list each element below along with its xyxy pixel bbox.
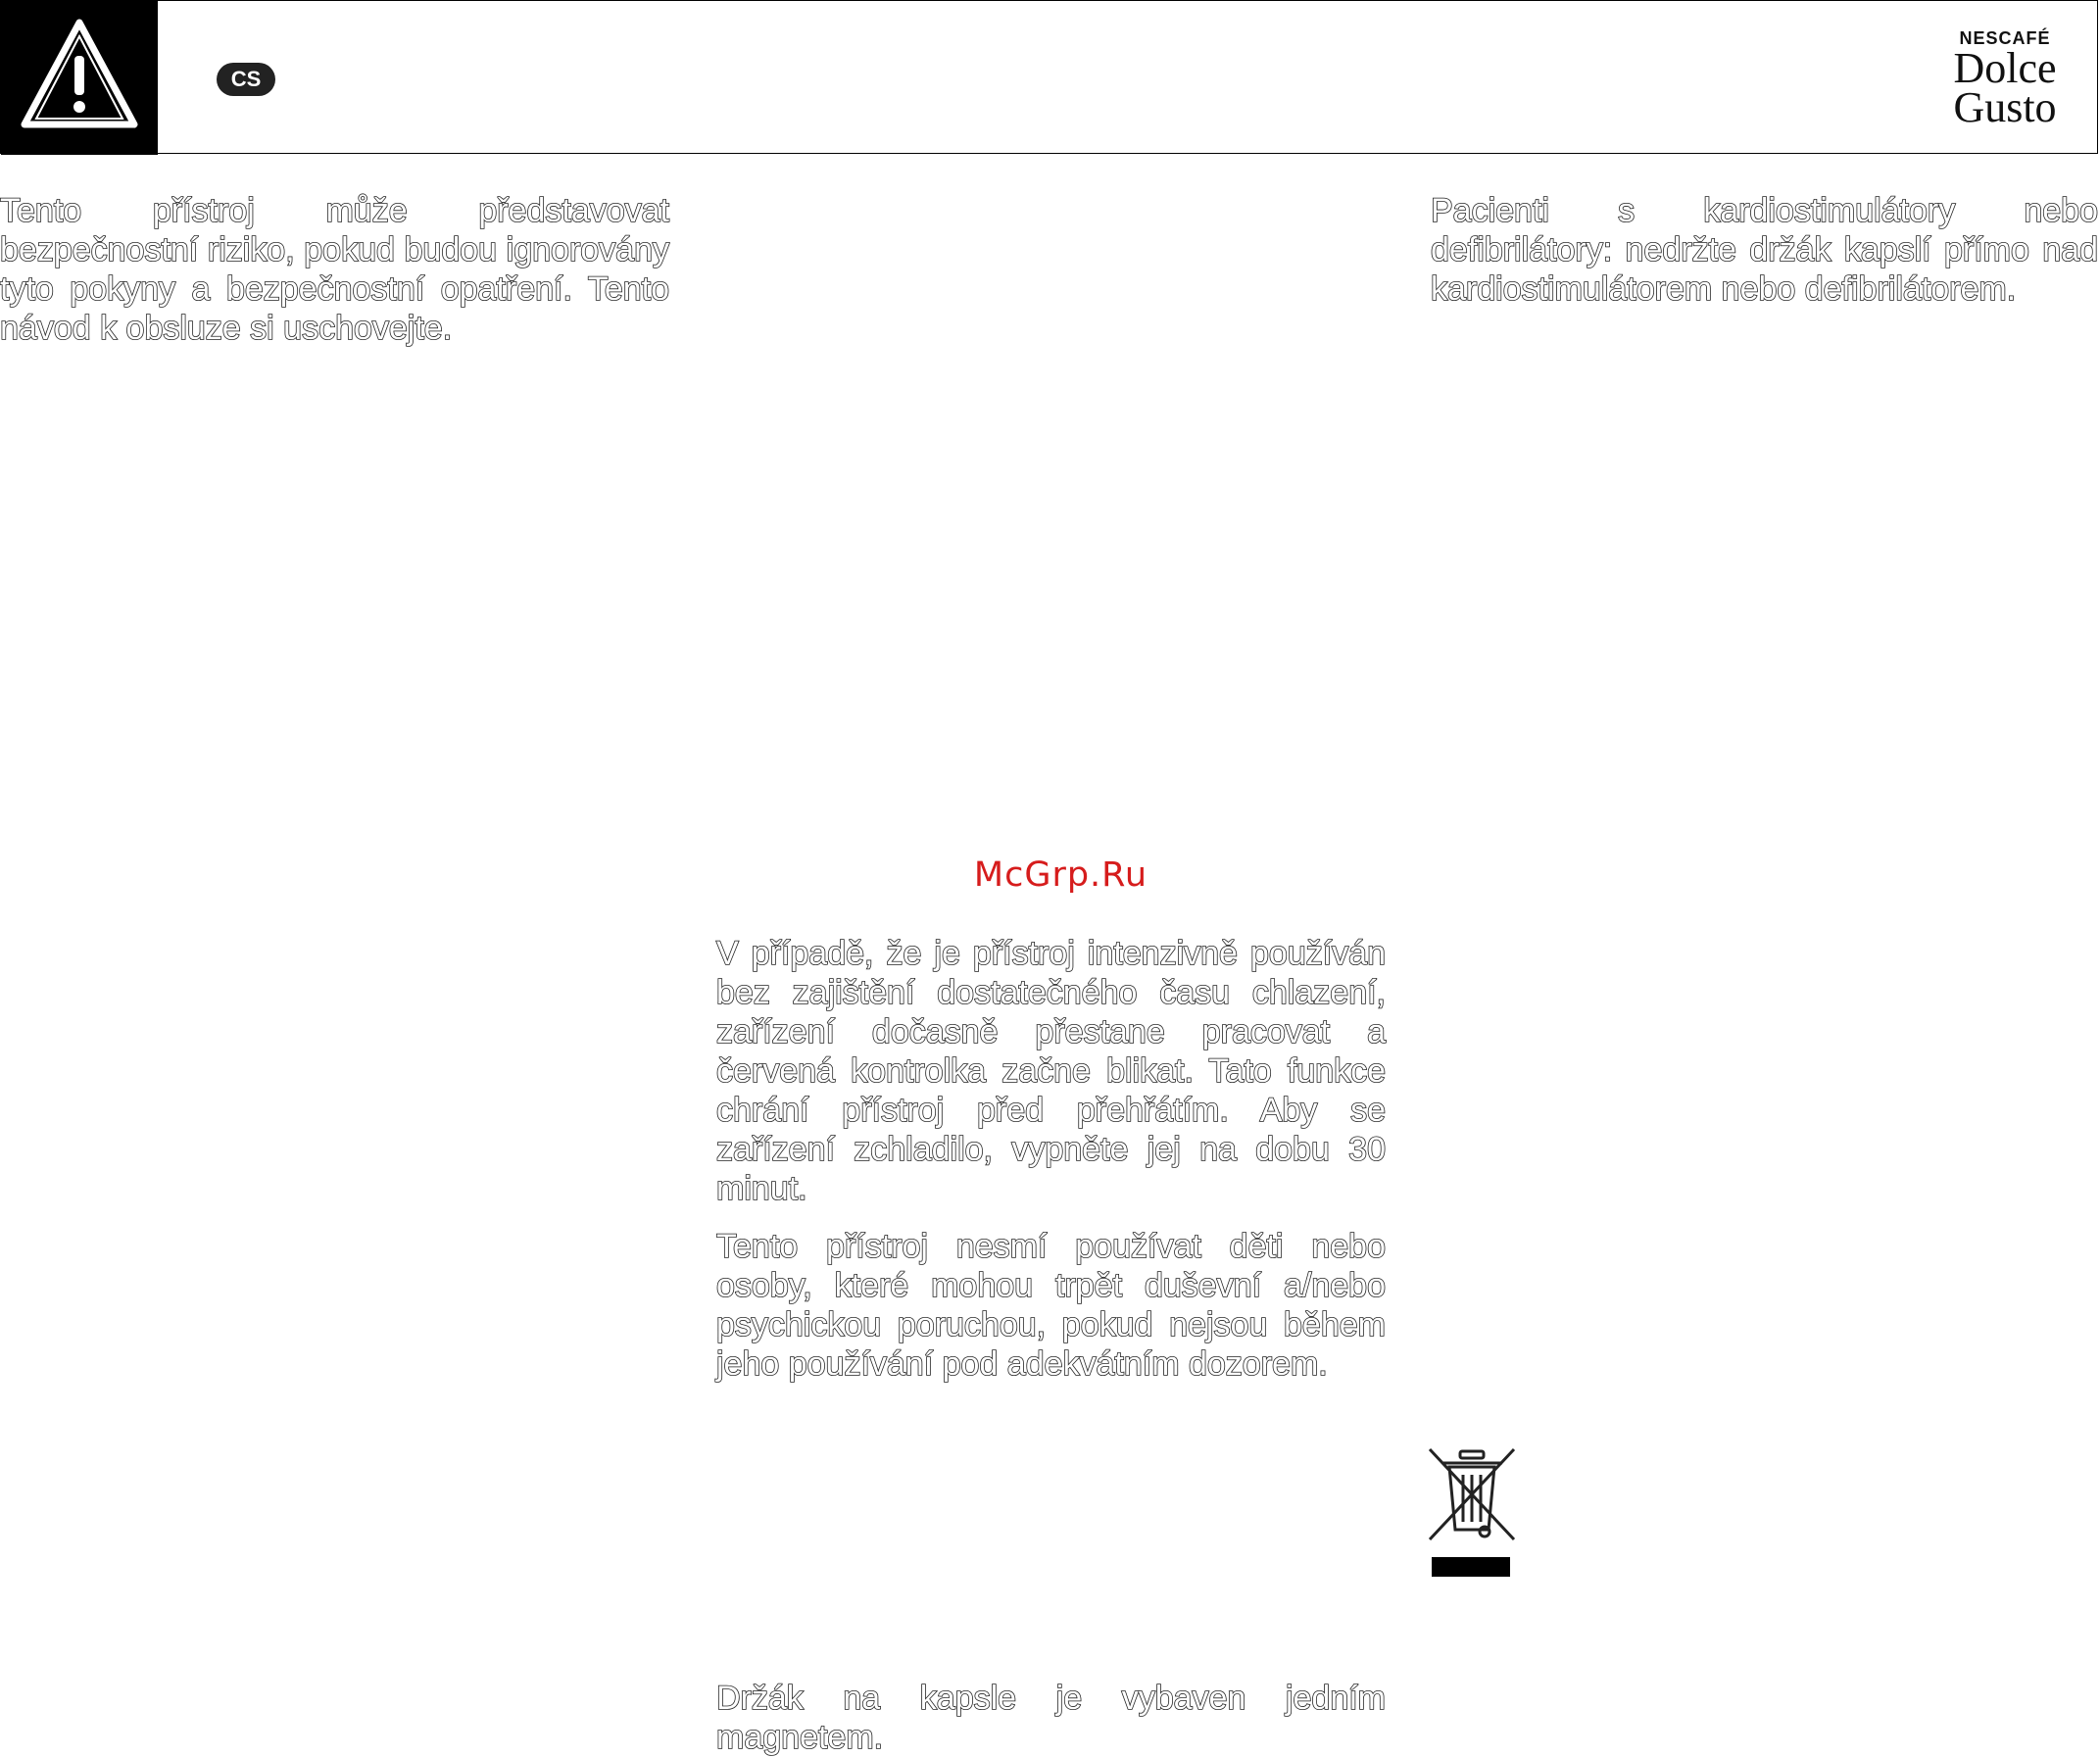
crossed-bin-icon xyxy=(1426,1445,1519,1583)
paragraph-pacemaker: Pacienti s kardiostimulátory nebo defibrilátory: nedržte držák kapslí přímo nad kardiostimulátorem nebo defibrilátorem. xyxy=(1431,192,2098,308)
paragraph-intro: Tento přístroj může představovat bezpečnostní riziko, pokud budou ignorovány tyto pokyny a bezpečnostní opatření. Tento návod k obsluze si uschovejte. xyxy=(0,192,669,347)
paragraph-children: Tento přístroj nesmí používat děti nebo osoby, které mohou trpět duševní a/nebo psychickou poruchou, pokud nejsou během jeho používání pod adekvátním dozorem. xyxy=(716,1228,1386,1383)
logo-line-gusto: Gusto xyxy=(1953,83,2057,131)
logo-line-dolce: Dolce xyxy=(1953,44,2057,92)
warning-triangle-icon xyxy=(19,17,140,132)
language-badge: CS xyxy=(217,63,275,96)
warning-box xyxy=(1,1,158,155)
paragraph-overheat: V případě, že je přístroj intenzivně používán bez zajištění dostatečného času chlazení, zařízení dočasně přestane pracovat a červená kontrolka začne blikat. Tato funkce chrání přístroj před přehřátím. Aby se zařízení zchladilo, vypněte jej na dobu 30 minut. xyxy=(716,935,1386,1207)
page-header xyxy=(0,0,2098,154)
logo-line-nescafe: NESCAFÉ xyxy=(1959,28,2051,48)
brand-logo xyxy=(1936,28,2074,131)
watermark: McGrp.Ru xyxy=(973,855,1148,895)
paragraph-magnet: Držák na kapsle je vybaven jedním magnetem. xyxy=(716,1680,1386,1756)
